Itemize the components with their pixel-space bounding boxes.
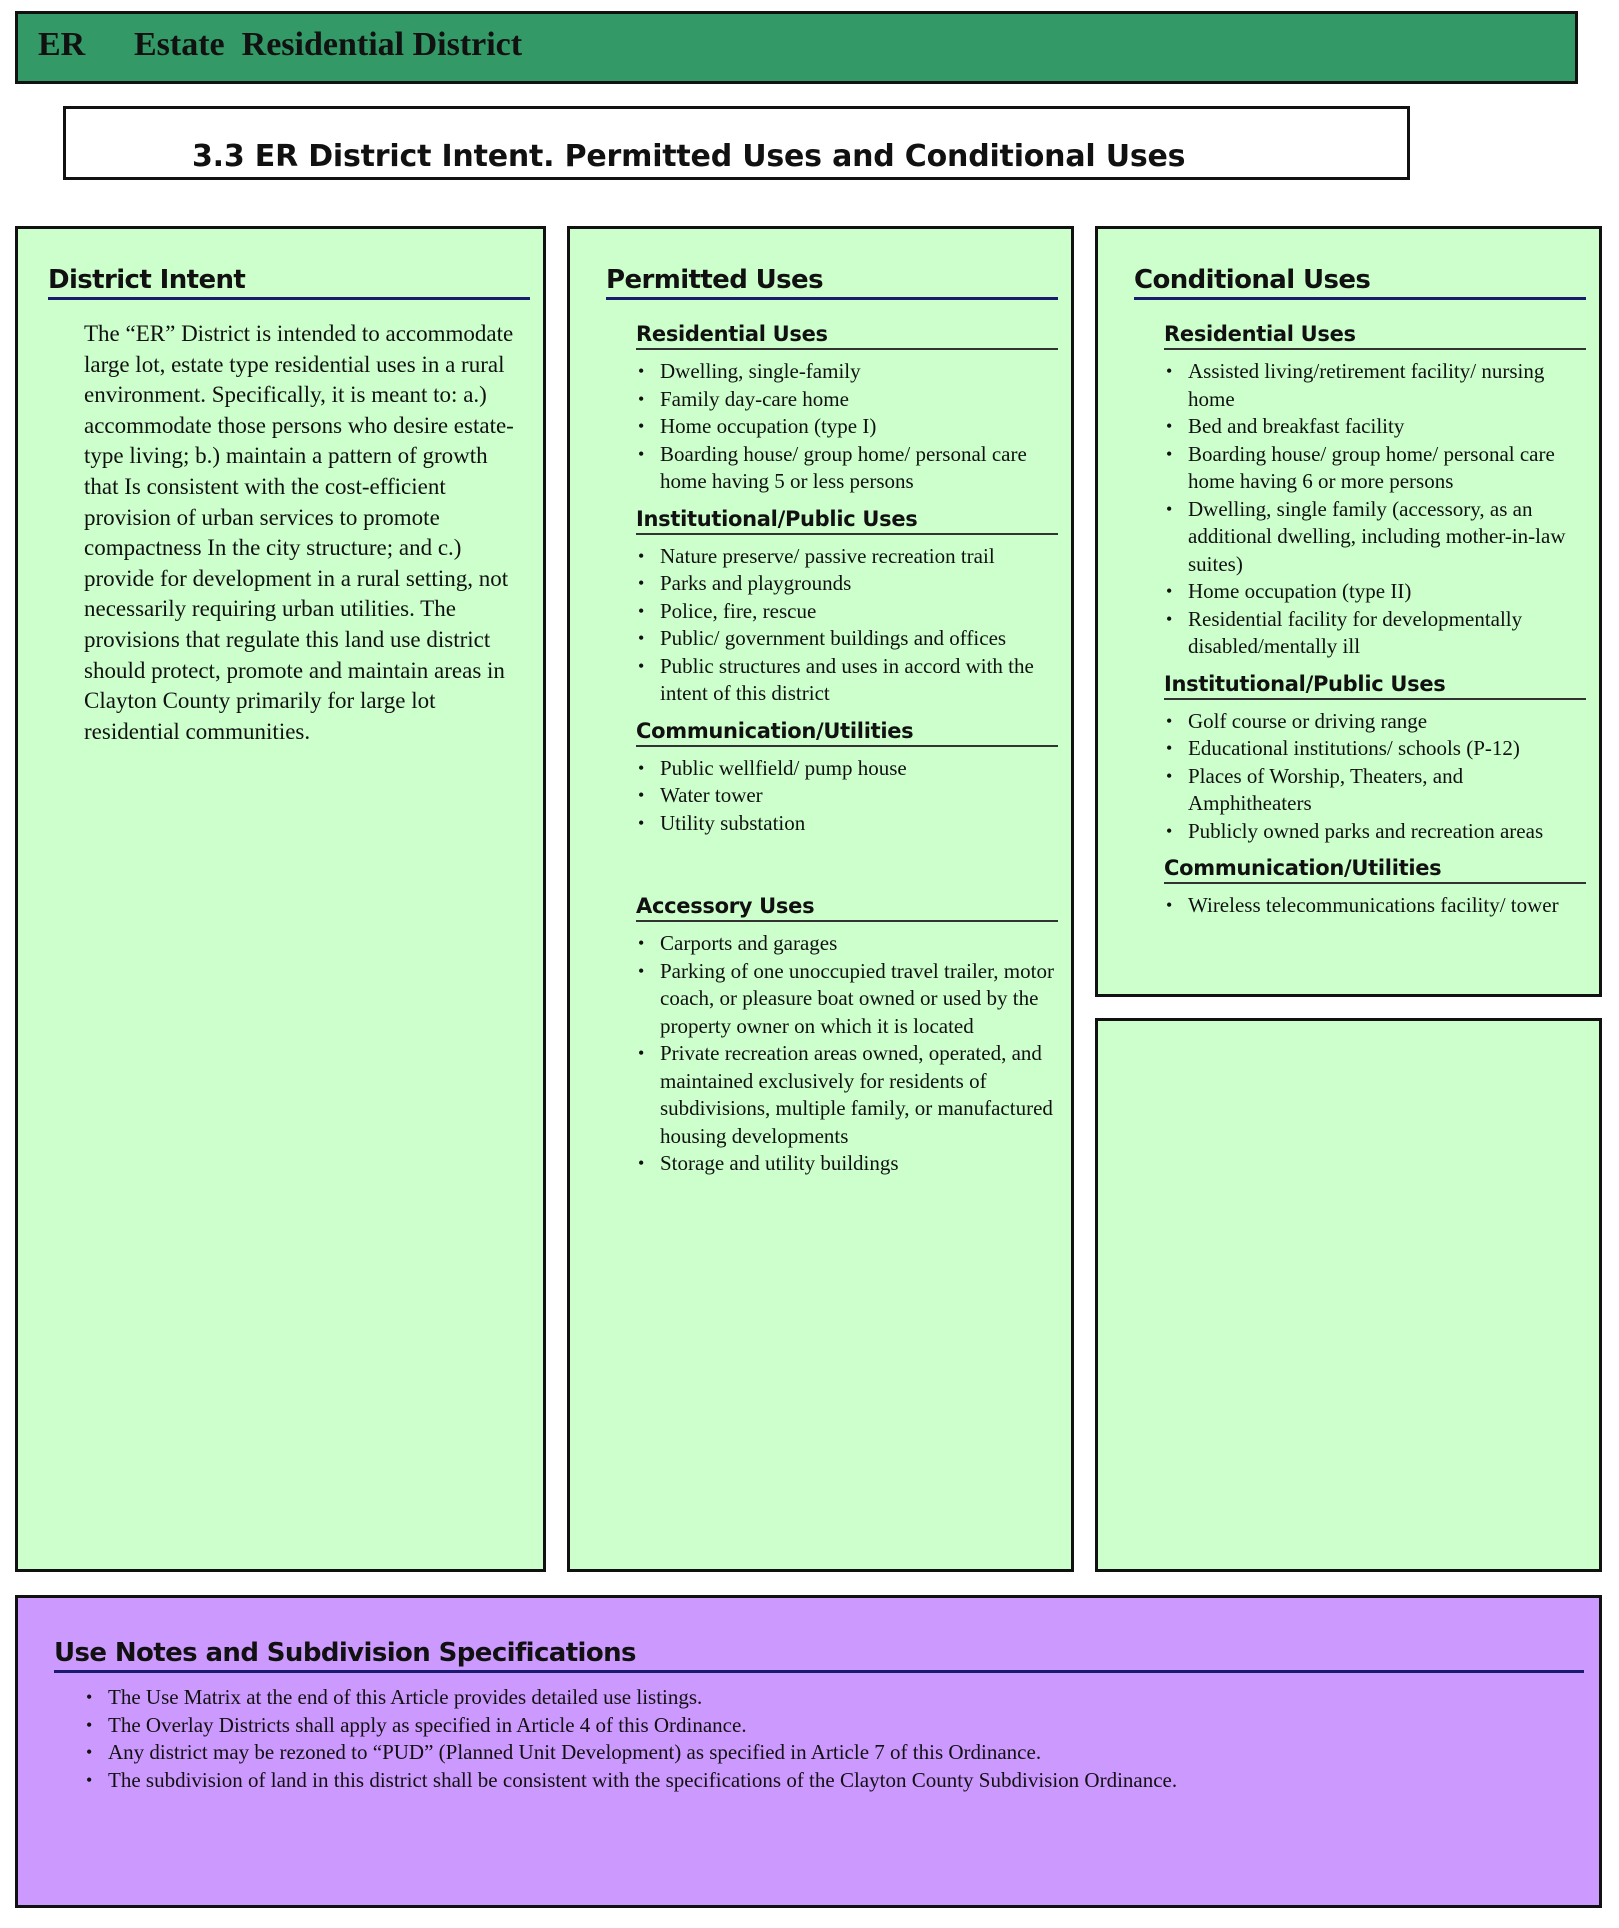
district-code: ER xyxy=(38,26,86,63)
list-item: • Places of Worship, Theaters, and Amphitheaters xyxy=(1164,763,1586,818)
list-item: • Golf course or driving range xyxy=(1164,708,1586,736)
empty-panel xyxy=(1095,1018,1602,1572)
section-title: 3.3 ER District Intent. Permitted Uses and Conditional Uses xyxy=(192,139,1186,174)
permitted-group-residential xyxy=(636,321,1058,496)
list-item: • Public wellfield/ pump house xyxy=(636,755,1058,783)
conditional-uses-panel xyxy=(1095,226,1602,997)
group-title: Accessory Uses xyxy=(636,893,1058,922)
permitted-uses-panel xyxy=(567,226,1074,1572)
district-intent-text: The “ER” District is intended to accommodate large lot, estate type residential uses in a rural environment. Specifically, it is meant to: a.) accommodate those persons who desire estate-type living; b.) maintain a pattern of growth that Is consistent with the cost-efficient provision of urban services to promote compactness In the city structure; and c.) provide for development in a rural setting, not necessarily requiring urban utilities. The provisions that regulate this land use district should protect, promote and maintain areas in Clayton County primarily for large lot residential communities. xyxy=(84,321,514,744)
list-item: • Home occupation (type II) xyxy=(1164,578,1586,606)
district-name: Estate Residential District xyxy=(134,26,523,63)
list-item: • Parking of one unoccupied travel trailer, motor coach, or pleasure boat owned or used by the property owner on which it is located xyxy=(636,958,1058,1041)
group-title: Institutional/Public Uses xyxy=(1164,671,1586,700)
permitted-group-institutional xyxy=(636,506,1058,708)
conditional-group-institutional xyxy=(1164,671,1586,846)
conditional-uses-list xyxy=(1164,321,1586,930)
use-notes-list xyxy=(84,1684,1564,1794)
district-intent-heading: District Intent xyxy=(48,265,530,300)
list-item: • Storage and utility buildings xyxy=(636,1150,1058,1178)
list-item: • The Overlay Districts shall apply as specified in Article 4 of this Ordinance. xyxy=(84,1712,1564,1740)
use-notes-panel xyxy=(15,1595,1602,1908)
group-title: Institutional/Public Uses xyxy=(636,506,1058,535)
permitted-uses-heading: Permitted Uses xyxy=(606,265,1058,300)
list-item: • Boarding house/ group home/ personal care home having 5 or less persons xyxy=(636,441,1058,496)
list-item: • Public/ government buildings and offices xyxy=(636,625,1058,653)
list-item: • The Use Matrix at the end of this Article provides detailed use listings. xyxy=(84,1684,1564,1712)
section-title-box xyxy=(63,106,1410,180)
conditional-group-residential xyxy=(1164,321,1586,661)
list-item: • Family day-care home xyxy=(636,386,1058,414)
use-notes-heading: Use Notes and Subdivision Specifications xyxy=(54,1638,1584,1673)
list-item: • Utility substation xyxy=(636,810,1058,838)
list-item: • Water tower xyxy=(636,782,1058,810)
list-item: • Private recreation areas owned, operated, and maintained exclusively for residents of subdivisions, multiple family, or manufactured housing developments xyxy=(636,1040,1058,1150)
list-item: • Nature preserve/ passive recreation trail xyxy=(636,543,1058,571)
list-item: • Assisted living/retirement facility/ nursing home xyxy=(1164,358,1586,413)
list-item: • Bed and breakfast facility xyxy=(1164,413,1586,441)
list-item: • Police, fire, rescue xyxy=(636,598,1058,626)
list-item: • Educational institutions/ schools (P-12) xyxy=(1164,735,1586,763)
permitted-group-accessory xyxy=(636,893,1058,1178)
district-intent-panel xyxy=(15,226,546,1572)
list-item: • Public structures and uses in accord with the intent of this district xyxy=(636,653,1058,708)
list-item: • Any district may be rezoned to “PUD” (Planned Unit Development) as specified in Article 7 of this Ordinance. xyxy=(84,1739,1564,1767)
list-item: • Dwelling, single family (accessory, as an additional dwelling, including mother-in-law suites) xyxy=(1164,496,1586,579)
list-item: • Residential facility for developmentally disabled/mentally ill xyxy=(1164,606,1586,661)
list-item: • Publicly owned parks and recreation areas xyxy=(1164,818,1586,846)
list-item: • Wireless telecommunications facility/ tower xyxy=(1164,892,1586,920)
district-header-bar xyxy=(15,11,1578,84)
list-item: • Carports and garages xyxy=(636,930,1058,958)
list-item: • Parks and playgrounds xyxy=(636,570,1058,598)
conditional-group-communication xyxy=(1164,855,1586,920)
group-title: Residential Uses xyxy=(1164,321,1586,350)
permitted-group-communication xyxy=(636,718,1058,838)
permitted-uses-list xyxy=(636,321,1058,1188)
list-item: • Home occupation (type I) xyxy=(636,413,1058,441)
conditional-uses-heading: Conditional Uses xyxy=(1134,265,1586,300)
group-title: Communication/Utilities xyxy=(636,718,1058,747)
list-item: • Boarding house/ group home/ personal care home having 6 or more persons xyxy=(1164,441,1586,496)
list-item: • Dwelling, single-family xyxy=(636,358,1058,386)
list-item: • The subdivision of land in this district shall be consistent with the specifications of the Clayton County Subdivision Ordinance. xyxy=(84,1767,1564,1795)
group-title: Communication/Utilities xyxy=(1164,855,1586,884)
group-title: Residential Uses xyxy=(636,321,1058,350)
